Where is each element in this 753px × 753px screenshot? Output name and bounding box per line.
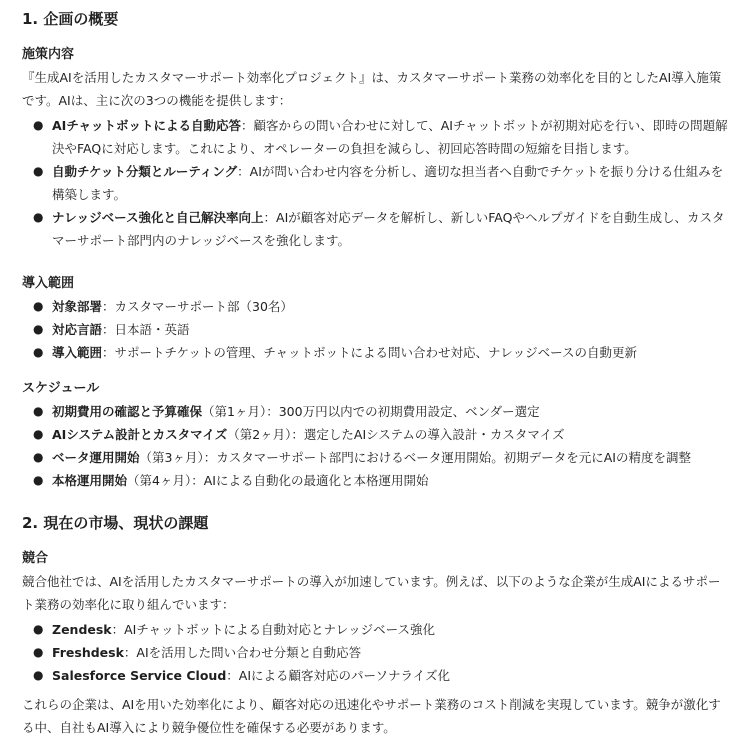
bullet-icon: ● [33, 404, 44, 418]
competition-section [22, 550, 731, 739]
bullet-icon: ● [33, 118, 44, 132]
schedule-list [22, 400, 731, 492]
bullet-icon: ● [33, 622, 44, 636]
scope-list [22, 295, 731, 364]
bullet-icon: ● [33, 345, 44, 359]
bullet-icon: ● [33, 299, 44, 313]
list-item: ● 自動チケット分類とルーティング：AIが問い合わせ内容を分析し、適切な担当者へ自動でチケットを振り分ける仕組みを構築します。 [22, 160, 731, 206]
policy-section [22, 46, 731, 252]
scope-heading: 導入範囲 [22, 276, 75, 291]
list-item: ● AIチャットボットによる自動応答：顧客からの問い合わせに対して、AIチャットボットが初期対応を行い、即時の問題解決やFAQに対応します。これにより、オペレーターの負担を減らし、初回応答時間の短縮を目指します。 [22, 114, 731, 160]
list-item: ● 初期費用の確認と予算確保（第1ヶ月）：300万円以内での初期費用設定、ベンダー選定 [22, 400, 731, 423]
list-item: ● AIシステム設計とカスタマイズ（第2ヶ月）：選定したAIシステムの導入設計・カスタマイズ [22, 423, 731, 446]
list-item: ● Freshdesk：AIを活用した問い合わせ分類と自動応答 [22, 641, 731, 664]
policy-list [22, 114, 731, 252]
competition-outro: これらの企業は、AIを用いた効率化により、顧客対応の迅速化やサポート業務のコスト削減を実現しています。競争が激化する中、自社もAI導入により競争優位性を確保する必要があります。 [22, 697, 721, 735]
competition-intro: 競合他社では、AIを活用したカスタマーサポートの導入が加速しています。例えば、以下のような企業が生成AIによるサポート業務の効率化に取り組んでいます： [22, 574, 721, 612]
competition-heading: 競合 [22, 551, 49, 566]
list-item: ● 対象部署：カスタマーサポート部（30名） [22, 295, 731, 318]
schedule-section [22, 380, 731, 492]
list-item: ● Salesforce Service Cloud：AIによる顧客対応のパーソナライズ化 [22, 664, 731, 687]
list-item: ● Zendesk：AIチャットボットによる自動対応とナレッジベース強化 [22, 618, 731, 641]
bullet-icon: ● [33, 210, 44, 224]
bullet-icon: ● [33, 427, 44, 441]
bullet-icon: ● [33, 164, 44, 178]
list-item: ● 対応言語：日本語・英語 [22, 318, 731, 341]
bullet-icon: ● [33, 322, 44, 336]
policy-intro: 『生成AIを活用したカスタマーサポート効率化プロジェクト』は、カスタマーサポート業務の効率化を目的としたAI導入施策です。AIは、主に次の3つの機能を提供します： [22, 70, 722, 108]
bullet-icon: ● [33, 473, 44, 487]
policy-heading: 施策内容 [22, 47, 75, 62]
bullet-icon: ● [33, 450, 44, 464]
list-item: ● ナレッジベース強化と自己解決率向上：AIが顧客対応データを解析し、新しいFAQやヘルプガイドを自動生成し、カスタマーサポート部門内のナレッジベースを強化します。 [22, 206, 731, 252]
section1-title: 1. 企画の概要 [22, 10, 119, 28]
list-item: ● 本格運用開始（第4ヶ月）：AIによる自動化の最適化と本格運用開始 [22, 469, 731, 492]
section2-title: 2. 現在の市場、現状の課題 [22, 514, 209, 532]
list-item: ● ベータ運用開始（第3ヶ月）：カスタマーサポート部門におけるベータ運用開始。初期データを元にAIの精度を調整 [22, 446, 731, 469]
bullet-icon: ● [33, 645, 44, 659]
competition-list [22, 618, 731, 687]
scope-section [22, 275, 731, 364]
bullet-icon: ● [33, 668, 44, 682]
schedule-heading: スケジュール [22, 381, 100, 396]
list-item: ● 導入範囲：サポートチケットの管理、チャットボットによる問い合わせ対応、ナレッジベースの自動更新 [22, 341, 731, 364]
